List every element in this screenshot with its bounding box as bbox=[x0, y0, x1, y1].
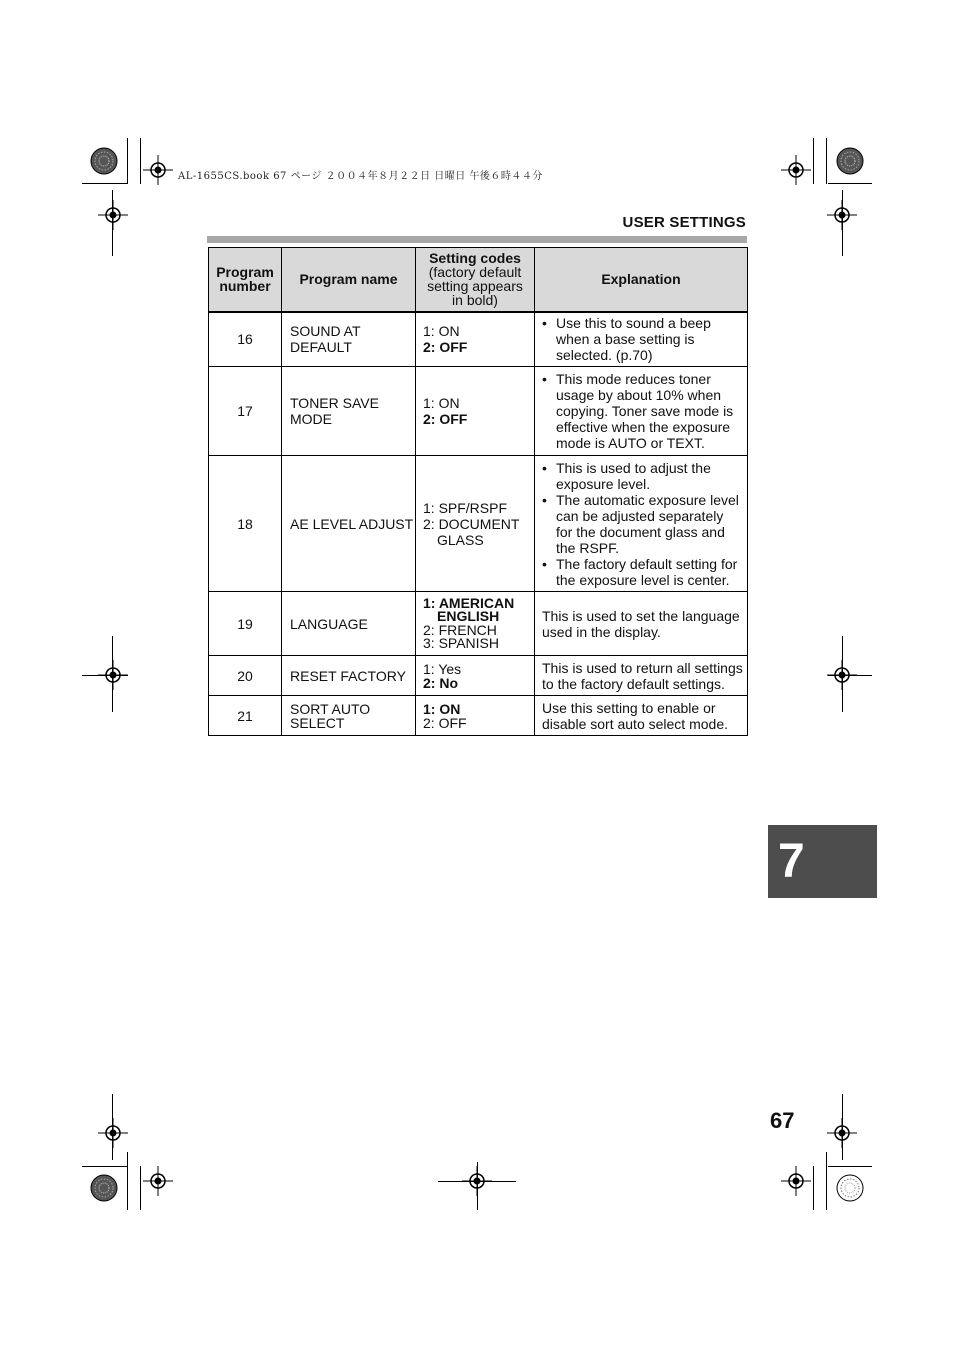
crop-line bbox=[813, 138, 814, 184]
crop-line bbox=[82, 183, 128, 184]
explanation-bullet: • This is used to adjust the exposure level. bbox=[542, 460, 743, 492]
crop-line bbox=[826, 138, 827, 184]
table-row bbox=[209, 312, 748, 367]
crop-line bbox=[112, 1094, 113, 1160]
setting-code-default: 1: AMERICAN ENGLISH bbox=[423, 594, 515, 624]
crop-line bbox=[842, 636, 843, 712]
crop-line bbox=[140, 1166, 141, 1210]
crop-line bbox=[127, 138, 128, 184]
program-number: 19 bbox=[209, 592, 282, 656]
explanation-bullet: • The factory default setting for the exposure level is center. bbox=[542, 556, 743, 588]
setting-code: 2: FRENCH bbox=[423, 621, 497, 638]
registration-mark-icon bbox=[98, 1118, 128, 1148]
program-number: 16 bbox=[209, 312, 282, 367]
crop-line bbox=[828, 183, 872, 184]
explanation-bullet: • Use this to sound a beep when a base setting is selected. (p.70) bbox=[542, 315, 743, 363]
crop-line bbox=[828, 675, 872, 676]
explanation: This is used to return all settings to the factory default settings. bbox=[535, 656, 748, 696]
setting-code-default: 2: OFF bbox=[423, 339, 468, 356]
section-title: USER SETTINGS bbox=[622, 214, 746, 231]
explanation bbox=[535, 312, 748, 367]
registration-mark-icon bbox=[143, 155, 173, 185]
header-program-name: Program name bbox=[282, 248, 416, 312]
print-info-line: AL-1655CS.book 67 ページ ２００４年８月２２日 日曜日 午後６時４４分 bbox=[178, 171, 543, 182]
crop-line bbox=[842, 1094, 843, 1160]
program-name: AE LEVEL ADJUST bbox=[282, 456, 416, 592]
setting-codes bbox=[416, 696, 535, 736]
setting-code: 1: SPF/RSPF bbox=[423, 499, 508, 516]
table-header-row bbox=[209, 248, 748, 312]
explanation bbox=[535, 367, 748, 456]
program-number: 20 bbox=[209, 656, 282, 696]
program-name: SOUND AT DEFAULT bbox=[282, 312, 416, 367]
explanation bbox=[535, 456, 748, 592]
program-name: SORT AUTO SELECT bbox=[282, 696, 416, 736]
explanation-bullet: • The automatic exposure level can be adjusted separately for the document glass and the RSPF. bbox=[542, 492, 743, 556]
color-rosette-icon bbox=[90, 147, 118, 175]
crop-line bbox=[140, 138, 141, 184]
table-row bbox=[209, 696, 748, 736]
header-setting-codes bbox=[416, 248, 535, 312]
table-row bbox=[209, 656, 748, 696]
program-number: 18 bbox=[209, 456, 282, 592]
color-rosette-icon bbox=[90, 1174, 118, 1202]
crop-line bbox=[813, 1166, 814, 1210]
setting-code: 2: OFF bbox=[423, 714, 467, 731]
setting-codes bbox=[416, 456, 535, 592]
header-explanation: Explanation bbox=[535, 248, 748, 312]
color-rosette-icon bbox=[836, 147, 864, 175]
crop-line bbox=[477, 1162, 478, 1210]
program-name: TONER SAVE MODE bbox=[282, 367, 416, 456]
crop-line bbox=[112, 190, 113, 256]
setting-code: 3: SPANISH bbox=[423, 635, 499, 651]
setting-code: 1: ON bbox=[423, 323, 460, 340]
setting-code-default: 1: ON bbox=[423, 700, 461, 717]
setting-code: 2: DOCUMENT GLASS bbox=[423, 515, 520, 548]
registration-mark-icon bbox=[781, 1166, 811, 1196]
setting-codes bbox=[416, 592, 535, 656]
crop-line bbox=[82, 675, 128, 676]
program-name: LANGUAGE bbox=[282, 592, 416, 656]
registration-mark-icon bbox=[98, 200, 128, 230]
crop-line bbox=[112, 636, 113, 712]
setting-codes bbox=[416, 312, 535, 367]
registration-mark-icon bbox=[781, 155, 811, 185]
title-rule bbox=[207, 236, 747, 243]
crop-line bbox=[127, 1152, 128, 1210]
crop-line bbox=[826, 1152, 827, 1210]
explanation-bullet: • This mode reduces toner usage by about 10% when copying. Toner save mode is effective when the exposure mode is AUTO or TEXT. bbox=[542, 371, 743, 451]
registration-mark-icon bbox=[143, 1166, 173, 1196]
table-row bbox=[209, 367, 748, 456]
setting-codes bbox=[416, 367, 535, 456]
table-row bbox=[209, 592, 748, 656]
setting-code: 1: ON bbox=[423, 395, 460, 411]
setting-code-default: 2: OFF bbox=[423, 411, 468, 427]
table-row bbox=[209, 456, 748, 592]
chapter-tab: 7 bbox=[768, 825, 877, 898]
crop-line bbox=[842, 190, 843, 256]
explanation: This is used to set the language used in the display. bbox=[535, 592, 748, 656]
setting-codes bbox=[416, 656, 535, 696]
header-setting-codes-note: (factory default setting appears in bold) bbox=[427, 264, 523, 309]
program-name: RESET FACTORY bbox=[282, 656, 416, 696]
setting-code: 1: Yes bbox=[423, 660, 462, 677]
page-number: 67 bbox=[770, 1108, 795, 1133]
setting-code-default: 2: No bbox=[423, 674, 458, 691]
header-program-number: Program number bbox=[209, 248, 282, 312]
crop-line bbox=[82, 1166, 128, 1167]
header-setting-codes-title: Setting codes bbox=[429, 250, 521, 267]
explanation: Use this setting to enable or disable sort auto select mode. bbox=[535, 696, 748, 736]
crop-line bbox=[828, 1166, 872, 1167]
program-number: 21 bbox=[209, 696, 282, 736]
user-settings-table bbox=[208, 247, 748, 736]
program-number: 17 bbox=[209, 367, 282, 456]
color-rosette-icon bbox=[836, 1174, 864, 1202]
